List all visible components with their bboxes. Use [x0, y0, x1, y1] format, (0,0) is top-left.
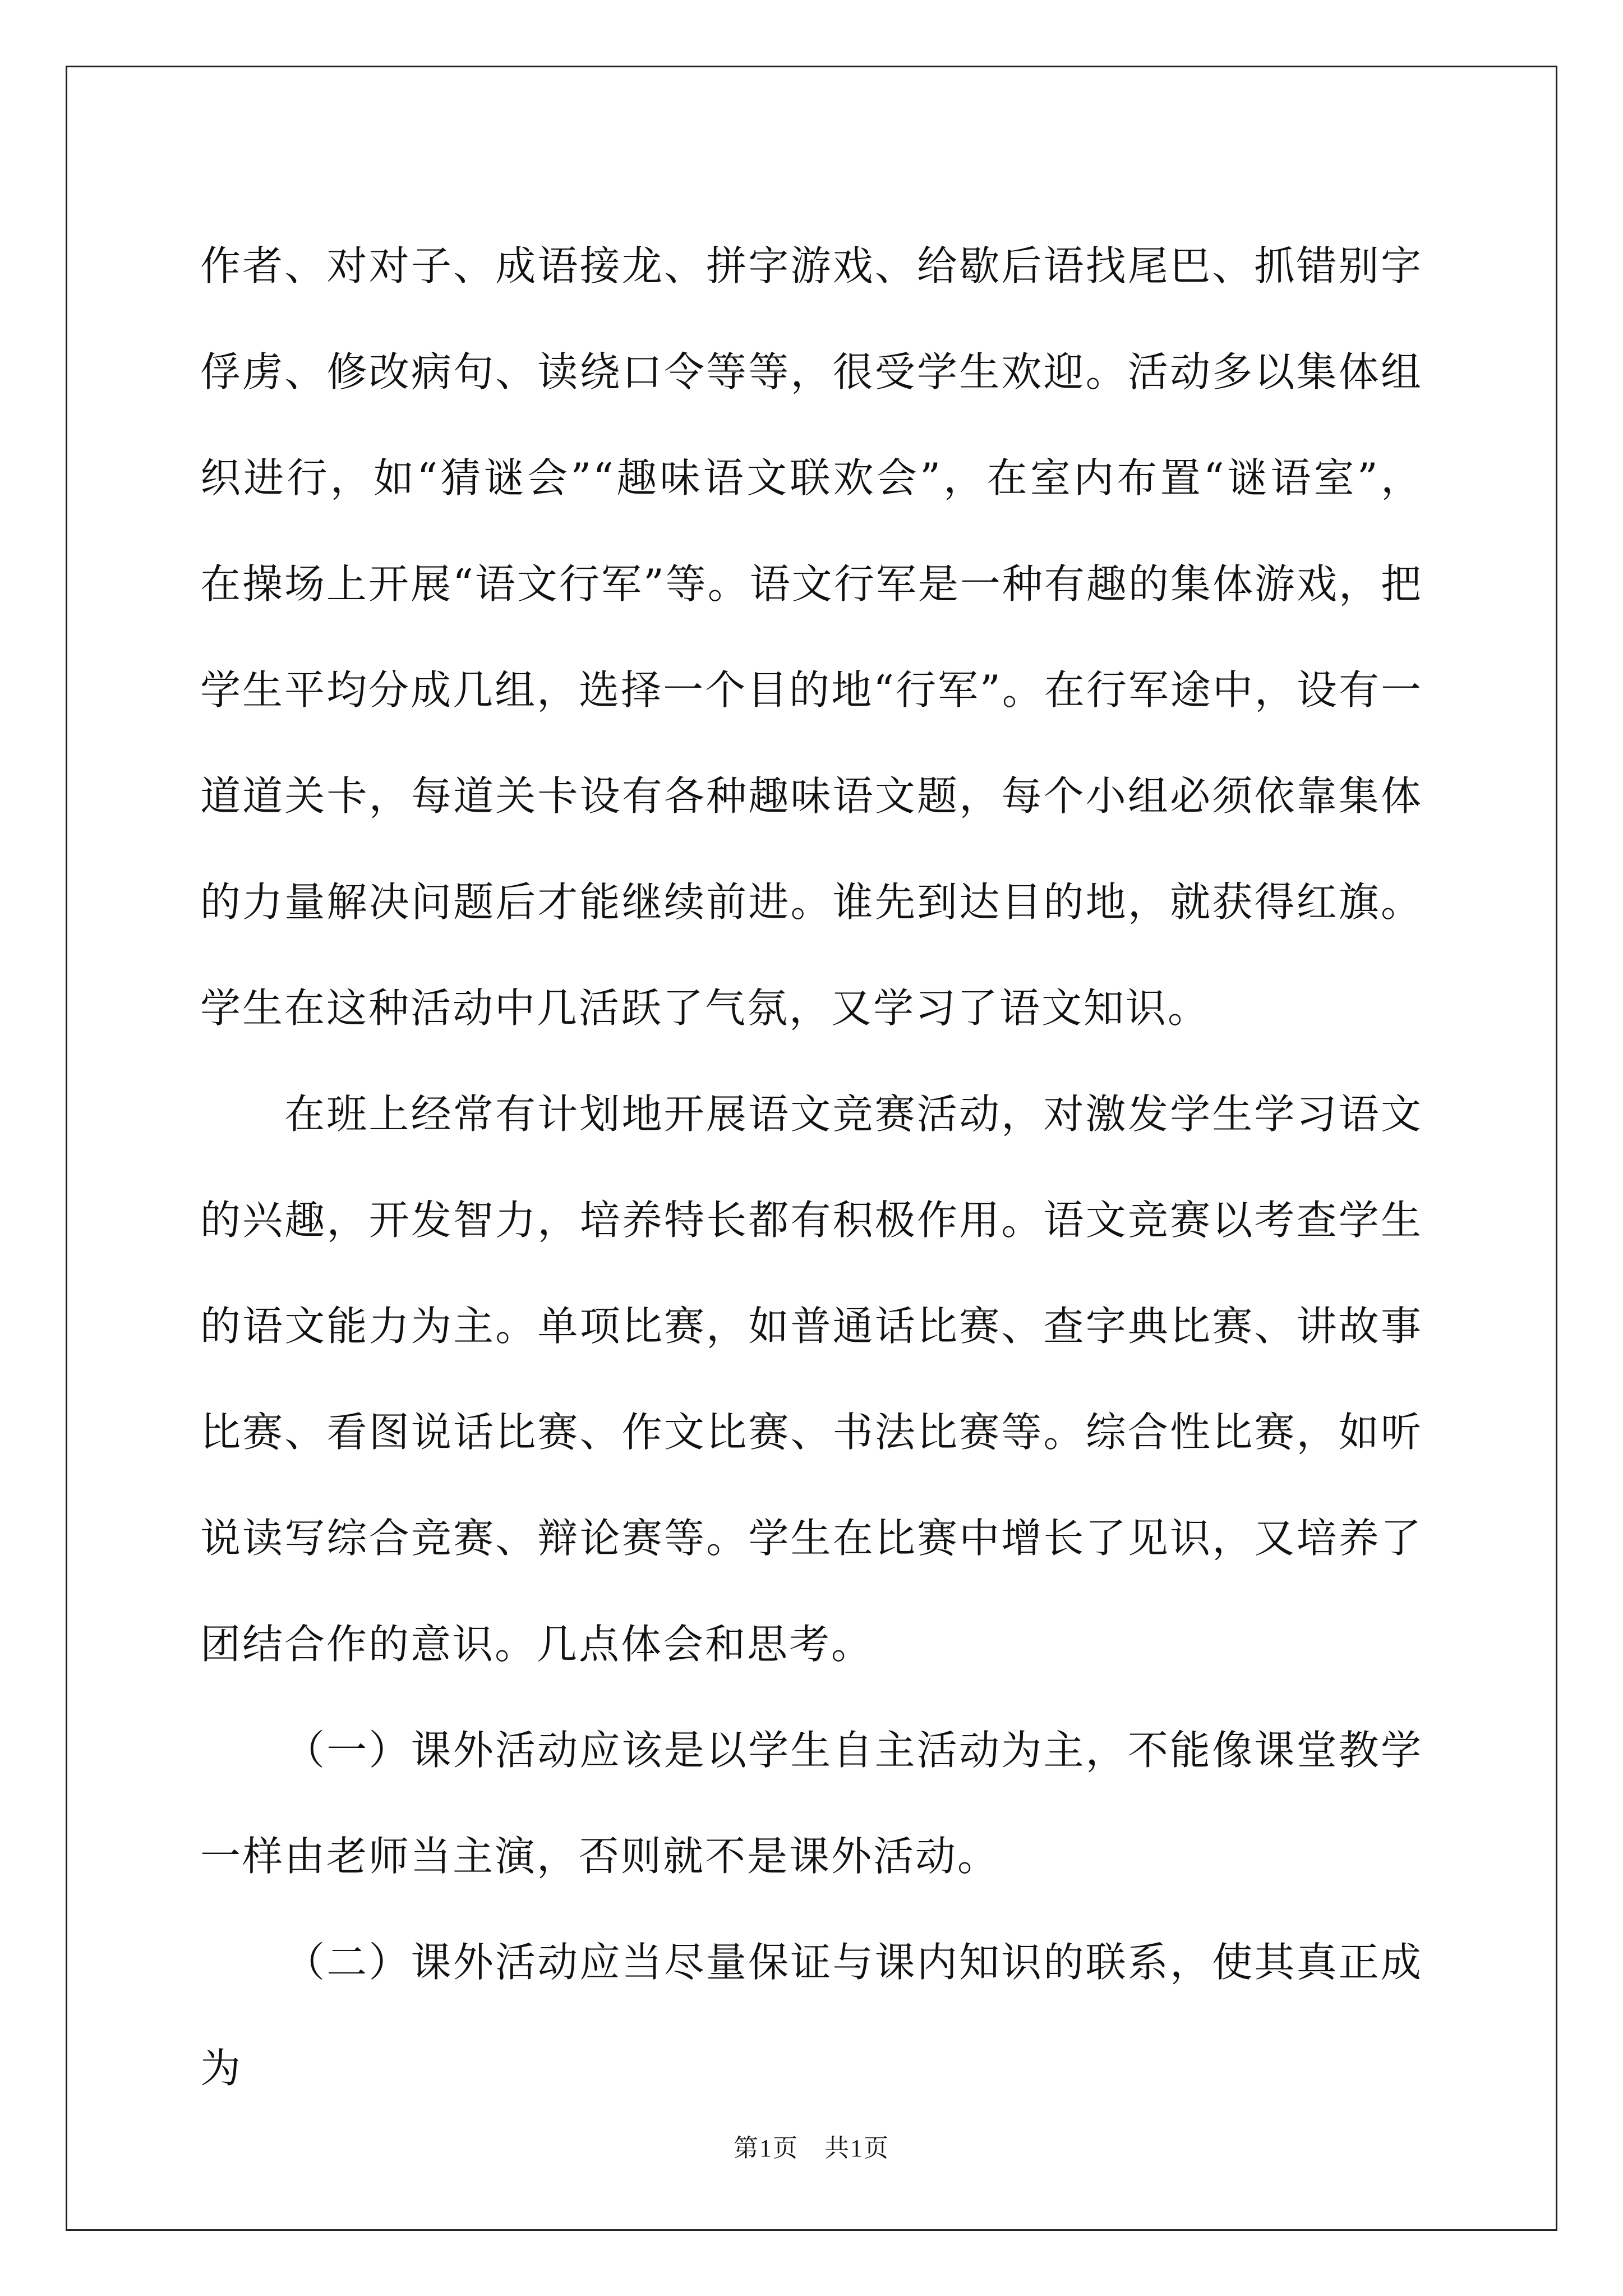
paragraph-2: 在班上经常有计划地开展语文竞赛活动，对激发学生学习语文的兴趣，开发智力，培养特长都有积极作用。语文竞赛以考查学生的语文能力为主。单项比赛，如普通话比赛、查字典比赛、讲故事比赛、看图说话比赛、作文比赛、书法比赛等。综合性比赛，如听说读写综合竞赛、辩论赛等。学生在比赛中增长了见识，又培养了团结合作的意识。几点体会和思考。	[200, 1091, 1423, 1668]
paragraph-4: （二）课外活动应当尽量保证与课内知识的联系，使其真正成为	[200, 1939, 1423, 2092]
page-footer: 第1页 共1页	[734, 2134, 889, 2162]
paragraph-1: 作者、对对子、成语接龙、拼字游戏、给歇后语找尾巴、抓错别字俘虏、修改病句、读绕口令等等，很受学生欢迎。活动多以集体组织进行，如“猜谜会”“趣味语文联欢会”，在室内布置“谜语室”，在操场上开展“语文行军”等。语文行军是一种有趣的集体游戏，把学生平均分成几组，选择一个目的地“行军”。在行军途中，设有一道道关卡，每道关卡设有各种趣味语文题，每个小组必须依靠集体的力量解决问题后才能继续前进。谁先到达目的地，就获得红旗。学生在这种活动中几活跃了气氛，又学习了语文知识。	[200, 242, 1423, 1032]
paragraph-3: （一）课外活动应该是以学生自主活动为主，不能像课堂教学一样由老师当主演，否则就不是课外活动。	[200, 1727, 1423, 1880]
document-body	[200, 213, 1423, 2122]
